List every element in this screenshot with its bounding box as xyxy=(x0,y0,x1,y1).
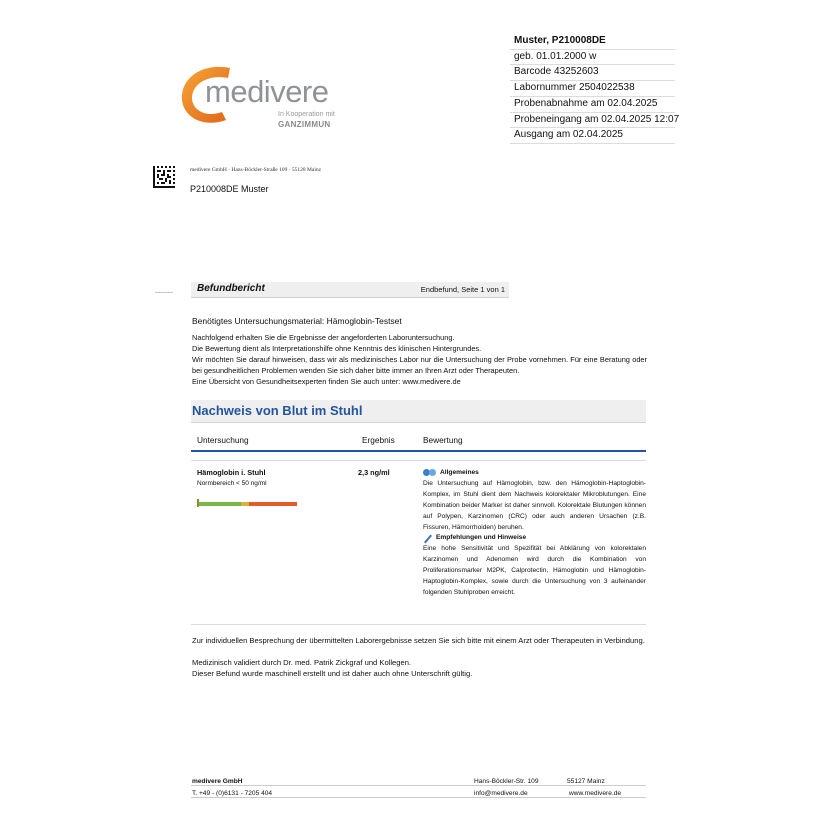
assessment-block xyxy=(423,468,646,599)
table-row-divider xyxy=(191,460,646,461)
fold-mark xyxy=(155,292,173,293)
pen-icon xyxy=(423,534,433,544)
footer-website-link[interactable]: www.medivere.de xyxy=(569,790,622,797)
column-header-test: Untersuchung xyxy=(197,435,249,445)
table-header-rule xyxy=(191,450,646,452)
column-header-result: Ergebnis xyxy=(362,435,395,445)
section-title: Nachweis von Blut im Stuhl xyxy=(192,403,363,418)
closing-line: Zur individuellen Besprechung der übermittelten Laborergebnisse setzen Sie sich bitte mit einem Arzt oder Therapeuten in Verbindung. xyxy=(192,636,645,645)
table-bottom-rule xyxy=(191,624,646,625)
general-title: Allgemeines xyxy=(440,469,479,476)
scale-threshold-segment xyxy=(241,502,249,506)
patient-birthdate: geb. 01.01.2000 w xyxy=(510,50,675,66)
scale-normal-segment xyxy=(197,502,245,506)
intro-line: Nachfolgend erhalten Sie die Ergebnisse der angeforderten Laboruntersuchung. xyxy=(192,333,455,342)
footer-company: medivere GmbH xyxy=(192,778,243,785)
patient-info-box xyxy=(510,34,680,144)
footer-rule-middle xyxy=(191,797,646,798)
patient-receipt-date: Probeneingang am 02.04.2025 12:07 xyxy=(510,113,675,129)
footer-email-link[interactable]: info@medivere.de xyxy=(474,790,528,797)
patient-name: Muster, P210008DE xyxy=(510,34,675,50)
footer-rule-top xyxy=(191,785,646,786)
section-header xyxy=(191,400,646,423)
validation-line: Medizinisch validiert durch Dr. med. Patrik Zickgraf und Kollegen. xyxy=(192,658,412,668)
logo-brand-text: medivere xyxy=(205,74,329,109)
reference-scale-bar xyxy=(197,499,297,507)
logo-partner-text: GANZIMMUN xyxy=(278,120,331,129)
sender-address: medivere GmbH · Hans-Böckler-Straße 109 · 55128 Mainz xyxy=(190,167,322,173)
intro-line: Eine Übersicht von Gesundheitsexperten finden Sie auch unter: www.medivere.de xyxy=(192,377,461,386)
signature-note: Dieser Befund wurde maschinell erstellt und ist daher auch ohne Unterschrift gültig. xyxy=(192,669,473,679)
footer-city: 55127 Mainz xyxy=(567,778,605,785)
intro-text xyxy=(192,332,647,387)
footer-street: Hans-Böckler-Str. 109 xyxy=(474,778,539,785)
intro-line: Wir möchten Sie darauf hinweisen, dass wir als medizinisches Labor nur die Untersuchung der Probe vornehmen. Für eine Beratung oder bei gesundheitlichen Problemen wenden Sie sich daher bitte immer an Ihren Arzt oder Therapeuten. xyxy=(192,355,647,375)
required-material: Benötigtes Untersuchungsmaterial: Hämoglobin-Testset xyxy=(192,316,402,326)
reference-range: Normbereich < 50 ng/ml xyxy=(197,480,267,487)
closing-text xyxy=(192,635,677,680)
recommendation-heading xyxy=(423,533,646,544)
scale-result-marker xyxy=(197,499,199,507)
datamatrix-code-icon xyxy=(153,166,175,188)
info-dots-icon xyxy=(423,469,437,477)
medivere-logo xyxy=(178,60,363,135)
general-text: Die Untersuchung auf Hämoglobin, bzw. den Hämoglobin-Haptoglobin-Komplex, im Stuhl dient dem Nachweis kolorektaler Mikroblutungen. Eine Kombination beider Marker ist daher sinnvoll. Kolorektale Blutungen können auf Polypen, Karzinomen (CRC) oder auch anderen Ursachen (z.B. Fissuren, Hämorrhoiden) beruhen. xyxy=(423,479,646,531)
logo-cooperation-text: In Kooperation mit xyxy=(278,111,335,118)
patient-sampling-date: Probenabnahme am 02.04.2025 xyxy=(510,97,675,113)
report-title: Befundbericht xyxy=(197,283,265,294)
patient-output-date: Ausgang am 02.04.2025 xyxy=(510,128,675,144)
patient-lab-number: Labornummer 2504022538 xyxy=(510,81,675,97)
report-header-bar xyxy=(191,282,509,298)
test-result-value: 2,3 ng/ml xyxy=(358,468,390,477)
intro-line: Die Bewertung dient als Interpretationshilfe ohne Kenntnis des klinischen Hintergrundes. xyxy=(192,344,482,353)
footer-phone: T. +49 - (0)6131 - 7205 404 xyxy=(192,790,273,797)
recommendation-text: Eine hohe Sensitivität und Spezifität bei Abklärung von kolorektalen Karzinomen und Adenomen wird durch die Kombination von Proliferationsmarker M2PK, Calprotectin, Hämoglobin und Hämoglobin-Haptoglobin-Komplex, sowie durch die Untersuchung von 3 aufeinander folgenden Stuhlproben erreicht. xyxy=(423,545,646,596)
recommendation-title: Empfehlungen und Hinweise xyxy=(436,534,527,542)
general-heading xyxy=(423,468,646,479)
recipient-name: P210008DE Muster xyxy=(190,184,269,194)
test-name: Hämoglobin i. Stuhl xyxy=(197,468,266,477)
patient-barcode: Barcode 43252603 xyxy=(510,65,675,81)
report-page-info: Endbefund, Seite 1 von 1 xyxy=(420,285,505,294)
column-header-assessment: Bewertung xyxy=(423,435,463,445)
scale-elevated-segment xyxy=(245,502,297,506)
